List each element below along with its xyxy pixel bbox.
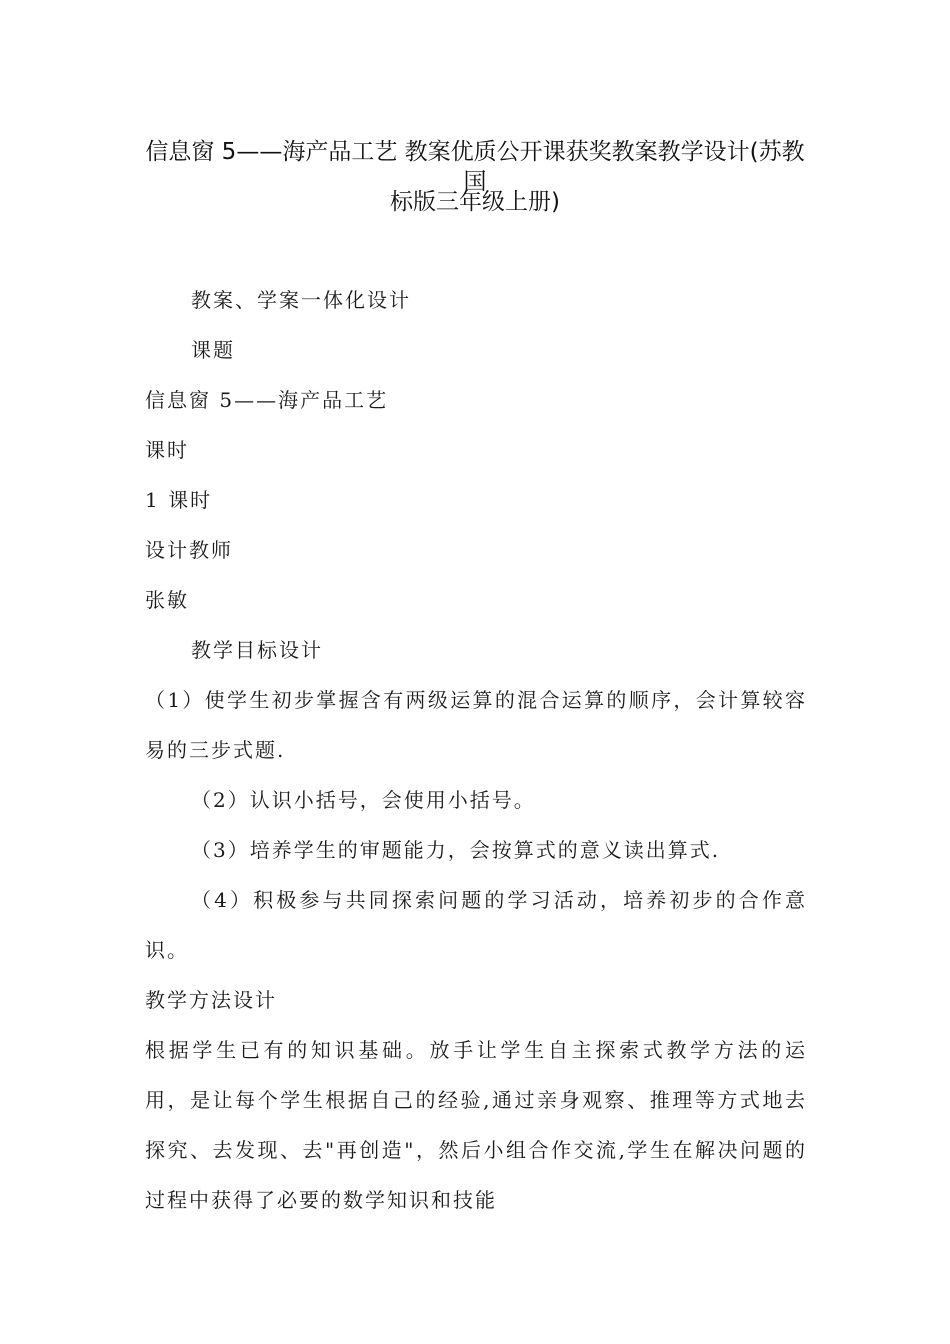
objective-1-line-2: 易的三步式题. xyxy=(145,738,286,762)
topic-value: 信息窗 5——海产品工艺 xyxy=(145,388,389,412)
methods-paragraph-line-4: 过程中获得了必要的数学知识和技能 xyxy=(145,1188,497,1212)
objective-1-line-1: （1）使学生初步掌握含有两级运算的混合运算的顺序，会计算较容 xyxy=(145,688,805,712)
topic-label: 课题 xyxy=(191,338,235,362)
methods-heading: 教学方法设计 xyxy=(145,988,277,1012)
period-label: 课时 xyxy=(145,438,189,462)
objective-2: （2）认识小括号，会使用小括号。 xyxy=(191,788,536,812)
design-heading: 教案、学案一体化设计 xyxy=(191,288,411,312)
objective-4-line-2: 识。 xyxy=(145,938,189,962)
document-title-line-1: 信息窗 5——海产品工艺 教案优质公开课获奖教案教学设计(苏教国 xyxy=(145,139,805,195)
methods-paragraph-line-3: 探究、去发现、去"再创造"，然后小组合作交流,学生在解决问题的 xyxy=(145,1138,805,1162)
teacher-label: 设计教师 xyxy=(145,538,233,562)
teacher-value: 张敏 xyxy=(145,588,189,612)
document-title-line-2: 标版三年级上册) xyxy=(390,189,560,215)
methods-paragraph-line-1: 根据学生已有的知识基础。放手让学生自主探索式教学方法的运 xyxy=(145,1038,805,1062)
objective-3: （3）培养学生的审题能力，会按算式的意义读出算式. xyxy=(191,838,721,862)
period-value: 1 课时 xyxy=(145,488,213,512)
objective-4-line-1: （4）积极参与共同探索问题的学习活动，培养初步的合作意 xyxy=(191,888,805,912)
methods-paragraph-line-2: 用，是让每个学生根据自己的经验,通过亲身观察、推理等方式地去 xyxy=(145,1088,805,1112)
objectives-heading: 教学目标设计 xyxy=(191,638,323,662)
